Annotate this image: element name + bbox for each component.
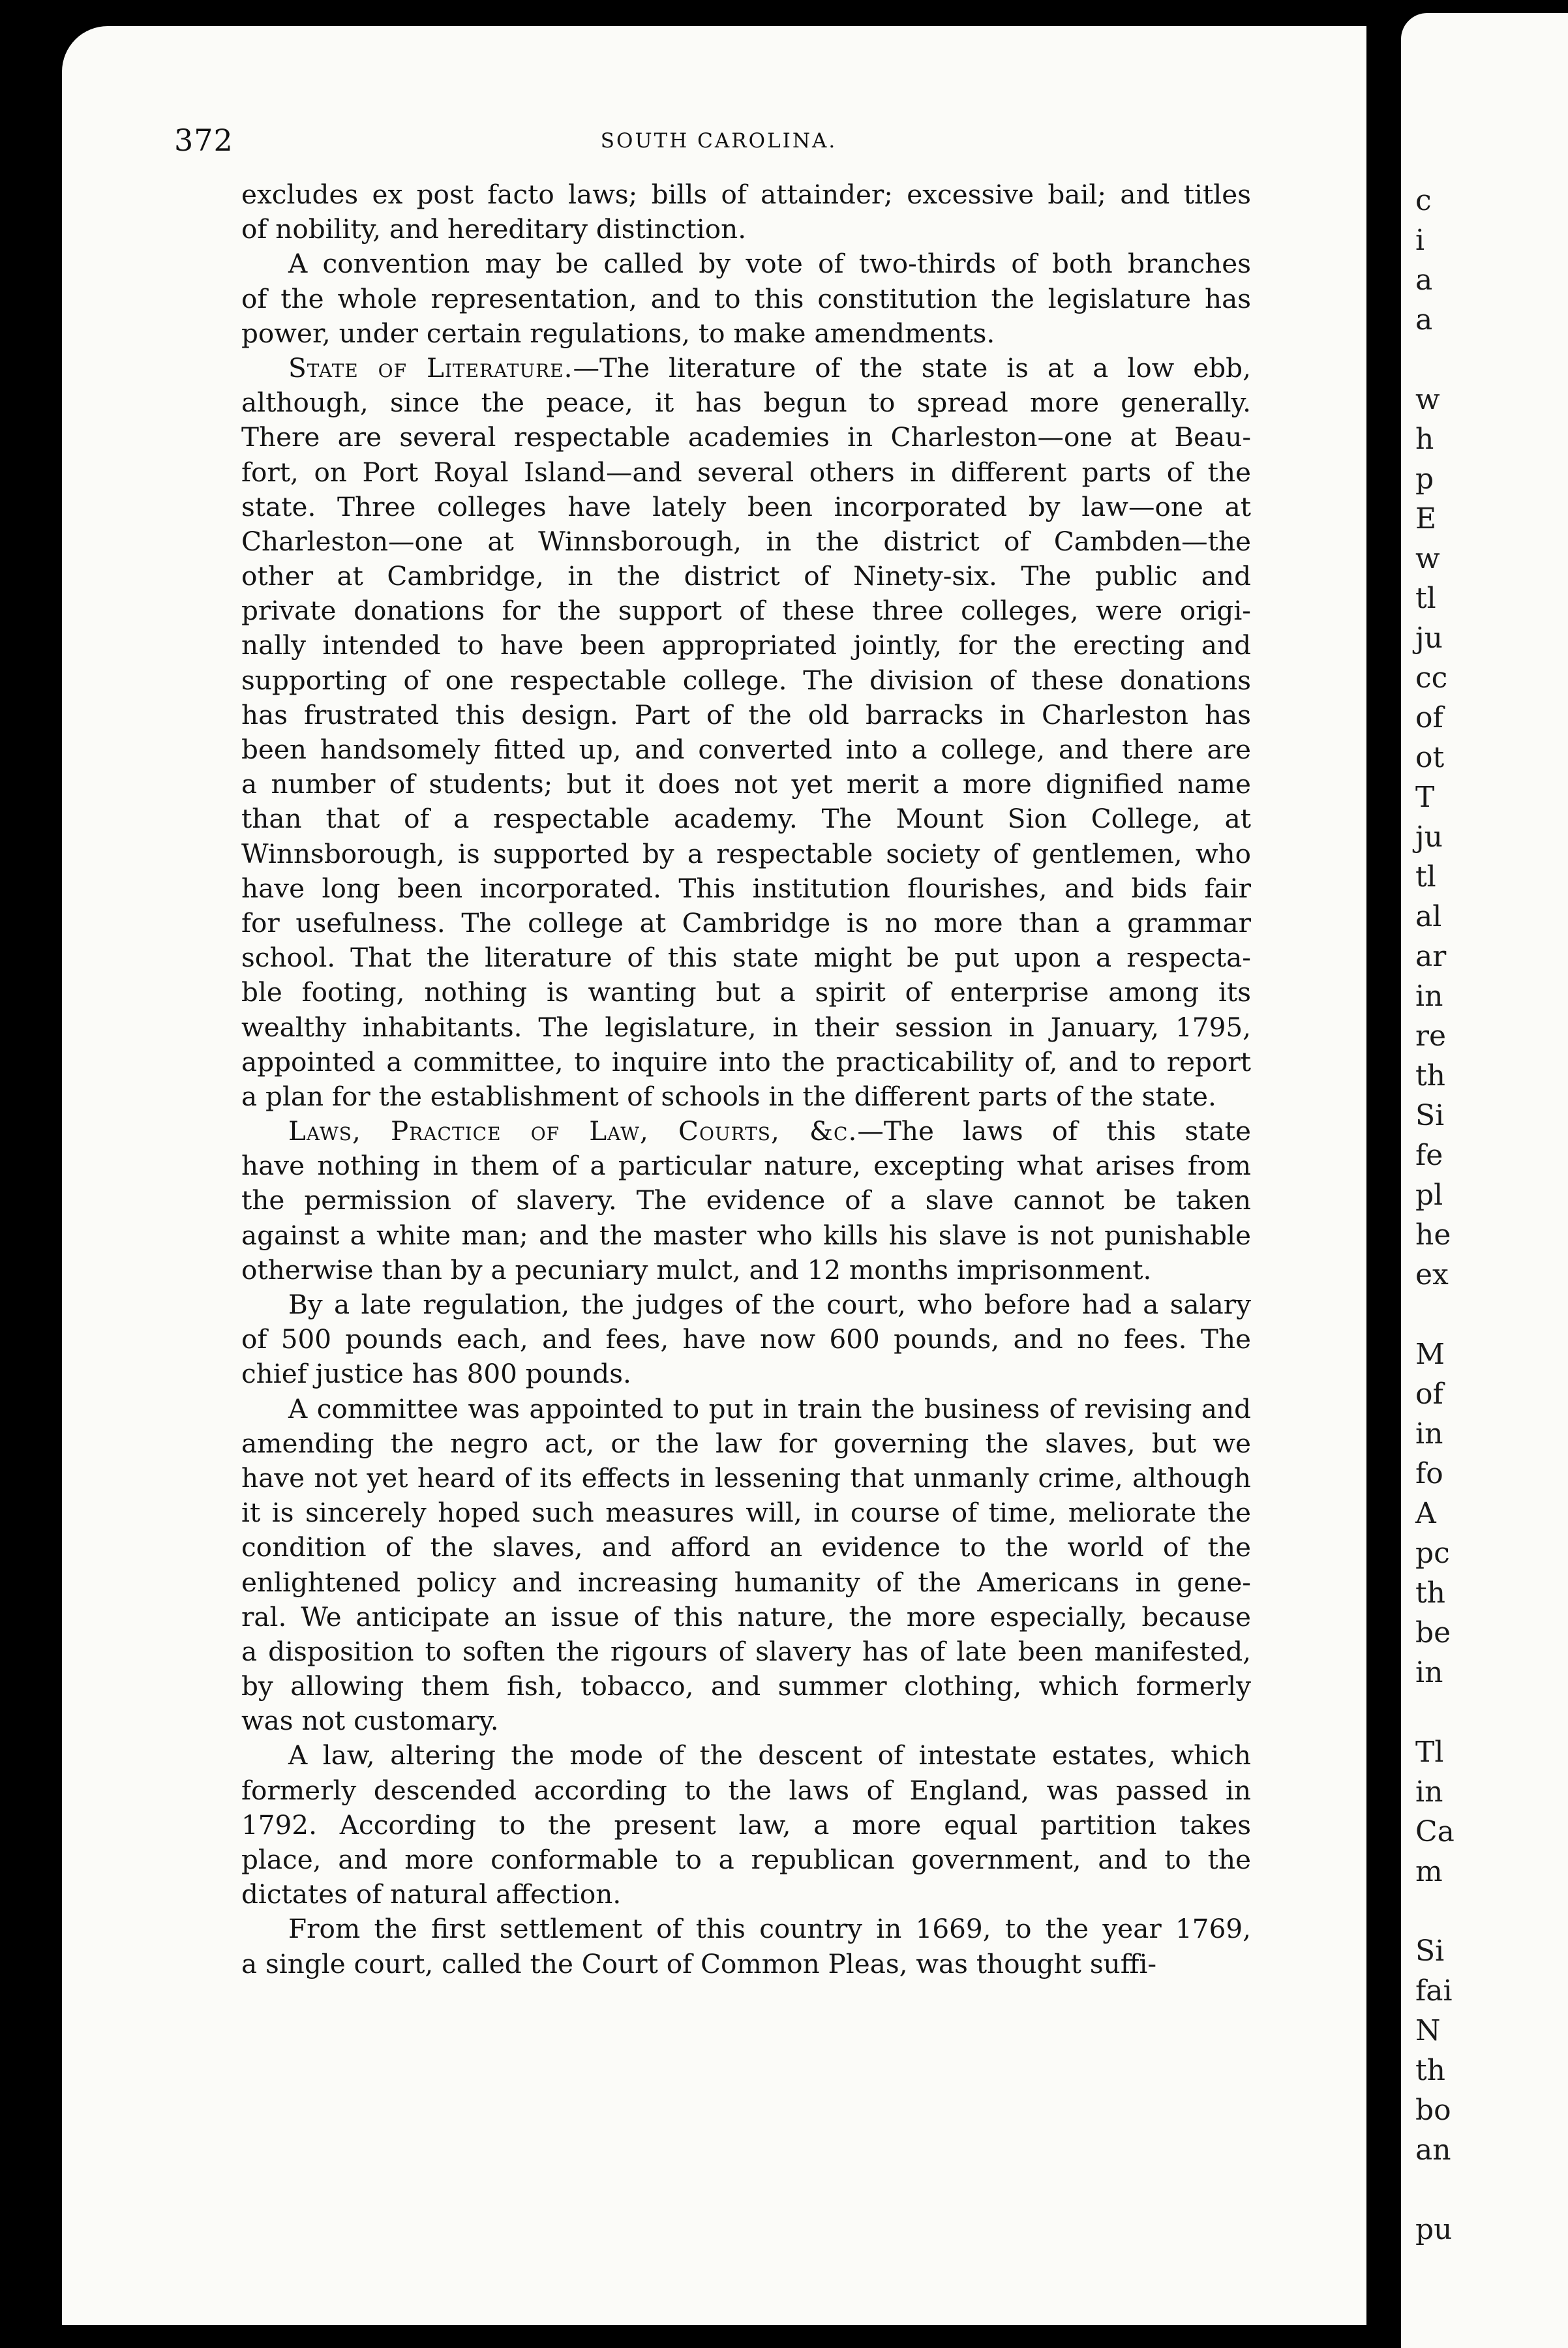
line-text: of the whole representation, and to this constitution the legislature has	[241, 282, 1251, 314]
facing-page-fragment: i	[1415, 224, 1425, 257]
text-line	[241, 1149, 1251, 1183]
facing-page-fragment: an	[1415, 2133, 1451, 2167]
text-line	[241, 455, 1251, 490]
facing-page-fragment: a	[1415, 263, 1433, 297]
text-line	[241, 1357, 1251, 1391]
facing-page-fragment: w	[1415, 383, 1440, 416]
facing-page-edge	[1401, 13, 1568, 2348]
text-line	[241, 1114, 1251, 1149]
facing-page-fragment: h	[1415, 423, 1434, 456]
line-text: By a late regulation, the judges of the court, who before had a salary	[288, 1289, 1251, 1320]
line-text: a number of students; but it does not yet merit a more dignified name	[241, 768, 1251, 800]
text-line	[241, 802, 1251, 836]
facing-page-fragment: of	[1415, 1377, 1443, 1411]
line-text: amending the negro act, or the law for governing the slaves, but we	[241, 1427, 1251, 1459]
line-text: place, and more conformable to a republican government, and to the	[241, 1844, 1251, 1875]
line-text: nally intended to have been appropriated jointly, for the erecting and	[241, 629, 1251, 661]
line-text: other at Cambridge, in the district of Ninety-six. The public and	[241, 560, 1251, 592]
facing-page-fragment: Tl	[1415, 1736, 1444, 1769]
facing-page-fragment: Si	[1415, 1099, 1445, 1132]
facing-page-fragment: ar	[1415, 940, 1447, 973]
facing-page-fragment: he	[1415, 1218, 1451, 1252]
line-text: A committee was appointed to put in train the business of revising and	[288, 1392, 1251, 1424]
facing-page-fragment: M	[1415, 1338, 1445, 1371]
text-line	[241, 212, 1251, 247]
line-text: supporting of one respectable college. The division of these donations	[241, 664, 1251, 696]
text-line	[241, 1600, 1251, 1634]
section-heading: State of Literature.	[288, 352, 573, 384]
text-line	[241, 351, 1251, 385]
text-line	[241, 1947, 1251, 1981]
facing-page-fragment: Ca	[1415, 1815, 1455, 1848]
text-line	[241, 316, 1251, 351]
text-line	[241, 628, 1251, 663]
facing-page-fragment: th	[1415, 1059, 1446, 1092]
line-text: have long been incorporated. This institution flourishes, and bids fair	[241, 872, 1251, 904]
facing-page-fragment: pc	[1415, 1537, 1450, 1570]
facing-page-fragment: al	[1415, 900, 1442, 933]
text-line	[241, 663, 1251, 698]
line-text: chief justice has 800 pounds.	[241, 1358, 631, 1390]
text-line	[241, 559, 1251, 594]
line-text: formerly descended according to the laws of England, was passed in	[241, 1774, 1251, 1806]
text-line	[241, 1912, 1251, 1946]
line-text: fort, on Port Royal Island—and several others in different parts of the	[241, 456, 1251, 488]
text-line	[241, 906, 1251, 941]
line-text: ble footing, nothing is wanting but a spirit of enterprise among its	[241, 976, 1251, 1008]
text-line	[241, 837, 1251, 871]
text-line	[241, 1287, 1251, 1322]
text-line	[241, 594, 1251, 628]
line-text: was not customary.	[241, 1705, 499, 1737]
facing-page-fragment: E	[1415, 502, 1437, 535]
facing-page-fragment: pl	[1415, 1179, 1443, 1212]
line-text: a plan for the establishment of schools in the different parts of the state.	[241, 1080, 1216, 1112]
facing-page-fragment: c	[1415, 184, 1432, 217]
line-text: excludes ex post facto laws; bills of attainder; excessive bail; and titles	[241, 179, 1251, 210]
line-text: been handsomely fitted up, and converted into a college, and there are	[241, 734, 1251, 765]
line-text: of 500 pounds each, and fees, have now 600 pounds, and no fees. The	[241, 1323, 1251, 1355]
facing-page-fragment: ex	[1415, 1258, 1449, 1291]
line-text: appointed a committee, to inquire into the practicability of, and to report	[241, 1046, 1251, 1077]
text-line	[241, 1773, 1251, 1808]
facing-page-fragment: of	[1415, 701, 1443, 734]
line-text: a disposition to soften the rigours of slavery has of late been manifested,	[241, 1635, 1251, 1667]
line-text: —The literature of the state is at a low ebb,	[573, 352, 1251, 384]
line-text: dictates of natural affection.	[241, 1878, 622, 1910]
line-text: although, since the peace, it has begun to spread more generally.	[241, 387, 1251, 419]
text-line	[241, 1045, 1251, 1079]
text-line	[241, 1634, 1251, 1669]
text-line	[241, 247, 1251, 281]
text-line	[241, 1704, 1251, 1738]
line-text: of nobility, and hereditary distinction.	[241, 213, 747, 245]
text-line	[241, 1530, 1251, 1565]
facing-page-fragment: re	[1415, 1019, 1447, 1053]
facing-page-fragment: p	[1415, 462, 1434, 496]
facing-page-fragment: Si	[1415, 1934, 1445, 1968]
text-line	[241, 698, 1251, 732]
text-line	[241, 1010, 1251, 1045]
line-text: A law, altering the mode of the descent of intestate estates, which	[288, 1739, 1251, 1771]
text-line	[241, 1392, 1251, 1426]
text-line	[241, 1669, 1251, 1704]
facing-page-fragment: in	[1415, 1656, 1443, 1689]
line-text: has frustrated this design. Part of the old barracks in Charleston has	[241, 699, 1251, 730]
facing-page-fragment: tl	[1415, 860, 1436, 894]
facing-page-fragment: in	[1415, 1775, 1443, 1809]
text-line	[241, 1738, 1251, 1773]
line-text: it is sincerely hoped such measures will, in course of time, meliorate the	[241, 1497, 1251, 1529]
facing-page-fragment: pu	[1415, 2213, 1453, 2246]
text-line	[241, 1843, 1251, 1877]
text-line	[241, 732, 1251, 767]
text-line	[241, 420, 1251, 455]
text-line	[241, 385, 1251, 420]
text-line	[241, 767, 1251, 802]
line-text: have nothing in them of a particular nature, excepting what arises from	[241, 1150, 1251, 1182]
line-text: A convention may be called by vote of two-thirds of both branches	[288, 248, 1251, 280]
facing-page-fragment: in	[1415, 1417, 1443, 1451]
text-line	[241, 1461, 1251, 1496]
facing-page-fragment: a	[1415, 303, 1433, 337]
facing-page-fragment: cc	[1415, 661, 1448, 695]
line-text: 1792. According to the present law, a more equal partition takes	[241, 1809, 1251, 1841]
line-text: There are several respectable academies in Charleston—one at Beau-	[241, 421, 1251, 453]
text-line	[241, 524, 1251, 559]
line-text: state. Three colleges have lately been incorporated by law—one at	[241, 490, 1251, 522]
line-text: otherwise than by a pecuniary mulct, and 12 months imprisonment.	[241, 1254, 1152, 1286]
facing-page-fragment: w	[1415, 542, 1440, 575]
facing-page-fragment: th	[1415, 2054, 1446, 2087]
line-text: by allowing them fish, tobacco, and summer clothing, which formerly	[241, 1670, 1251, 1702]
text-line	[241, 1496, 1251, 1530]
line-text: the permission of slavery. The evidence of a slave cannot be taken	[241, 1184, 1251, 1216]
line-text: Winnsborough, is supported by a respectable society of gentlemen, who	[241, 837, 1251, 869]
facing-page-fragment: in	[1415, 980, 1443, 1013]
facing-page-fragment: bo	[1415, 2094, 1451, 2127]
text-line	[241, 941, 1251, 975]
text-line	[241, 1079, 1251, 1114]
line-text: enlightened policy and increasing humanity of the Americans in gene-	[241, 1566, 1251, 1598]
line-text: ral. We anticipate an issue of this nature, the more especially, because	[241, 1601, 1251, 1633]
text-line	[241, 871, 1251, 906]
text-line	[241, 490, 1251, 524]
text-line	[241, 282, 1251, 316]
line-text: condition of the slaves, and afford an evidence to the world of the	[241, 1531, 1251, 1563]
line-text: private donations for the support of these three colleges, were origi-	[241, 595, 1251, 627]
page-number: 372	[174, 123, 234, 158]
facing-page-fragment: ot	[1415, 741, 1445, 774]
facing-page-fragment: ju	[1415, 820, 1443, 854]
text-line	[241, 177, 1251, 212]
text-line	[241, 975, 1251, 1010]
text-line	[241, 1183, 1251, 1218]
page-header	[174, 123, 1263, 168]
facing-page-fragment: fo	[1415, 1457, 1443, 1490]
line-text: a single court, called the Court of Common Pleas, was thought suffi-	[241, 1948, 1157, 1979]
text-line	[241, 1877, 1251, 1912]
facing-page-fragment: be	[1415, 1616, 1451, 1649]
section-heading: Laws, Practice of Law, Courts, &c.	[288, 1115, 858, 1147]
line-text: have not yet heard of its effects in lessening that unmanly crime, although	[241, 1462, 1251, 1494]
line-text: wealthy inhabitants. The legislature, in their session in January, 1795,	[241, 1011, 1251, 1043]
running-head: SOUTH CAROLINA.	[600, 129, 837, 153]
line-text: for usefulness. The college at Cambridge is no more than a grammar	[241, 907, 1251, 939]
facing-page-fragment: A	[1415, 1497, 1436, 1530]
line-text: school. That the literature of this state might be put upon a respecta-	[241, 942, 1251, 974]
line-text: From the first settlement of this country in 1669, to the year 1769,	[288, 1913, 1251, 1945]
facing-page-fragment: ju	[1415, 622, 1443, 655]
text-line	[241, 1426, 1251, 1461]
text-line	[241, 1808, 1251, 1843]
body-text	[241, 177, 1251, 1981]
text-line	[241, 1322, 1251, 1357]
facing-page-fragment: N	[1415, 2014, 1441, 2047]
line-text: Charleston—one at Winnsborough, in the district of Cambden—the	[241, 525, 1251, 557]
facing-page-fragment: fai	[1415, 1974, 1453, 2008]
line-text: against a white man; and the master who kills his slave is not punishable	[241, 1219, 1251, 1251]
facing-page-fragment: T	[1415, 781, 1435, 814]
line-text: power, under certain regulations, to make amendments.	[241, 317, 995, 349]
text-line	[241, 1253, 1251, 1287]
text-line	[241, 1218, 1251, 1253]
facing-page-fragment: th	[1415, 1576, 1446, 1610]
line-text: than that of a respectable academy. The Mount Sion College, at	[241, 803, 1251, 835]
text-line	[241, 1565, 1251, 1600]
facing-page-fragment: fe	[1415, 1139, 1443, 1172]
facing-page-fragment: tl	[1415, 582, 1436, 615]
facing-page-fragment: m	[1415, 1855, 1443, 1888]
line-text: —The laws of this state	[857, 1115, 1251, 1147]
